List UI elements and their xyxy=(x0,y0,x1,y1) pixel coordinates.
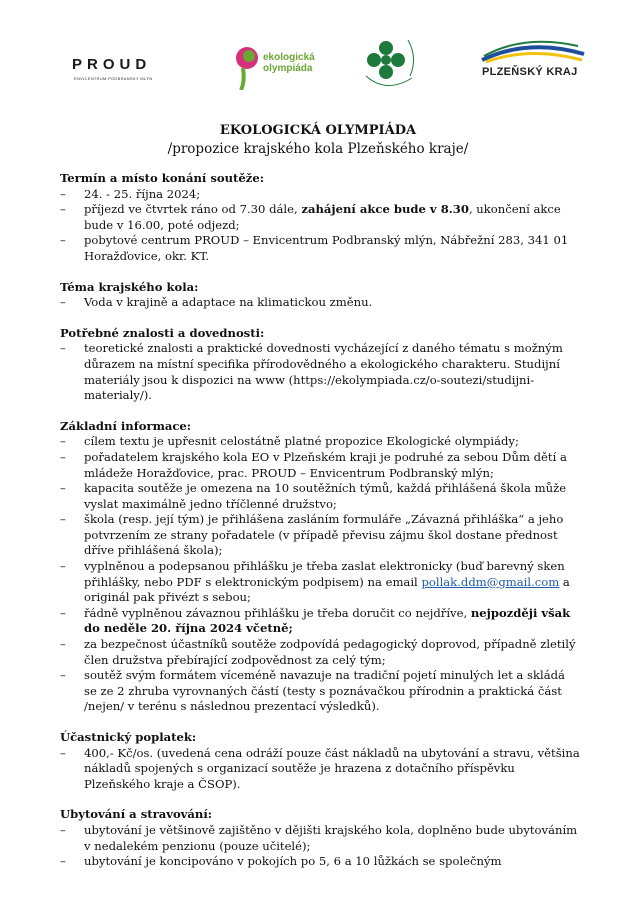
list-item-text: , ukončení akce bude v 16.00, poté odjezd; xyxy=(84,202,561,232)
section-heading: Účastnický poplatek: xyxy=(60,730,197,744)
list-item xyxy=(60,187,580,203)
list-item-text: pořadatelem krajského kola EO v Plzeňském kraji je podruhé za sebou Dům dětí a mládeže Horažďovice, prac. PROUD – Envicentrum Podbranský mlýn; xyxy=(84,449,567,480)
section-heading: Potřebné znalosti a dovednosti: xyxy=(60,325,265,340)
section-tema xyxy=(60,280,580,311)
list-item xyxy=(60,823,580,854)
section-heading: Základní informace: xyxy=(60,418,192,433)
proud-logo-name: PROUD xyxy=(72,56,152,73)
list-item xyxy=(60,512,580,559)
section-heading: Termín a místo konání soutěže: xyxy=(60,171,265,185)
list-item xyxy=(60,637,580,668)
bullet-list xyxy=(60,187,580,265)
list-item-text: a originál pak přivézt s sebou; xyxy=(84,574,570,605)
list-item xyxy=(60,668,580,715)
list-item-text: Voda v krajině a adaptace na klimatickou změnu. xyxy=(84,295,373,310)
list-item-text: 400,- Kč/os. (uvedená cena odráží pouze část nákladů na ubytování a stravu, většina nákladů spojených s organizací soutěže je hrazena z dotačního příspěvku Plzeňského kraje a ČSOP). xyxy=(84,745,580,791)
document-subtitle: /propozice krajského kola Plzeňského kraje/ xyxy=(167,141,469,157)
list-item-text: příjezd ve čtvrtek ráno od 7.30 dále, xyxy=(84,202,302,217)
document-body xyxy=(60,171,580,885)
plzen-logo-name: PLZEŇSKÝ KRAJ xyxy=(482,66,578,78)
list-item xyxy=(60,202,580,233)
list-item-text: teoretické znalosti a praktické dovednosti vycházející z daného tématu s možným důrazem na místní specifika přírodovědného a ekologického charakteru. Studijní materiály jsou k dispozici na www (https://ekolympiada.cz/o-soutezi/studijni-materialy/). xyxy=(84,341,563,403)
logo-bar xyxy=(60,34,580,94)
list-item xyxy=(60,606,580,637)
list-item-text: cílem textu je upřesnit celostátně platné propozice Ekologické olympiády; xyxy=(84,434,519,449)
section-znalosti xyxy=(60,326,580,404)
section-ubytovani xyxy=(60,807,580,869)
eko-leaf-icon xyxy=(235,38,265,90)
list-item xyxy=(60,450,580,481)
bullet-list xyxy=(60,434,580,715)
list-item-text: 24. - 25. října 2024; xyxy=(84,186,201,201)
list-item xyxy=(60,746,580,793)
list-item xyxy=(60,295,580,311)
proud-logo xyxy=(72,42,162,86)
list-item-text: řádně vyplněnou závaznou přihlášku je třeba doručit co nejdříve, xyxy=(84,605,471,620)
list-item xyxy=(60,559,580,606)
plzen-swoosh-icon xyxy=(478,40,588,64)
list-item-text: vyplněnou a podepsanou přihlášku je třeba zaslat elektronicky (buď barevný sken přihlášky, nebo PDF s elektronickým podpisem) na email xyxy=(84,559,565,589)
email-link[interactable]: pollak.ddm@gmail.com xyxy=(421,574,560,589)
bullet-list xyxy=(60,341,580,403)
list-item xyxy=(60,434,580,450)
section-heading: Téma krajského kola: xyxy=(60,279,199,294)
list-item-text: škola (resp. její tým) je přihlášena zasláním formuláře „Závazná přihláška“ a jeho potvrzením ze strany pořadatele (v případě převisu zájmu škol dostane přednost dříve přihlášená škola); xyxy=(84,512,564,558)
bullet-list xyxy=(60,746,580,793)
list-item xyxy=(60,233,580,264)
section-heading: Ubytování a stravování: xyxy=(60,807,213,822)
list-item-text: za bezpečnost účastníků soutěže zodpovídá pedagogický doprovod, případně zletilý člen družstva přebírající zodpovědnost za celý tým; xyxy=(84,637,576,667)
bold-text: zahájení akce bude v 8.30 xyxy=(301,202,469,217)
csop-logo xyxy=(360,34,420,94)
list-item-text: kapacita soutěže je omezena na 10 soutěžních týmů, každá přihlášená škola může vyslat maximálně jedno tříčlenné družstvo; xyxy=(84,481,567,511)
proud-logo-subtitle: ENVICENTRUM PODBRANSKÝ MLÝN xyxy=(74,76,153,81)
section-poplatek xyxy=(60,730,580,792)
list-item xyxy=(60,481,580,512)
bold-text: nejpozději však do neděle 20. října 2024 včetně; xyxy=(84,605,571,636)
section-zakladni xyxy=(60,419,580,715)
plzensky-kraj-logo xyxy=(478,40,588,90)
list-item xyxy=(60,854,580,870)
list-item-text: ubytování je koncipováno v pokojích po 5, 6 a 10 lůžkách se společným xyxy=(84,854,502,869)
bullet-list xyxy=(60,295,580,311)
section-termin xyxy=(60,171,580,265)
list-item xyxy=(60,341,580,403)
list-item-text: soutěž svým formátem víceméně navazuje na tradiční pojetí minulých let a skládá se ze 2 zhruba vyrovnaných částí (testy s poznávačkou přírodnin a praktická část /nejen/ v terénu s následnou prezentací výsledků). xyxy=(84,668,565,714)
list-item-text: ubytování je většinově zajištěno v dějišti krajského kola, doplněno bude ubytováním v nedalekém penzionu (pouze učitelé); xyxy=(84,822,578,853)
list-item-text: pobytové centrum PROUD – Envicentrum Podbranský mlýn, Nábřežní 283, 341 01 Horažďovice, okr. KT. xyxy=(84,233,569,263)
ekologicka-olympiada-logo xyxy=(235,38,335,94)
bullet-list xyxy=(60,823,580,870)
document-title: EKOLOGICKÁ OLYMPIÁDA xyxy=(219,123,417,138)
eko-logo-line2: olympiáda xyxy=(263,63,313,74)
eko-logo-line1: ekologická xyxy=(263,52,315,63)
csop-clover-icon xyxy=(360,34,420,94)
